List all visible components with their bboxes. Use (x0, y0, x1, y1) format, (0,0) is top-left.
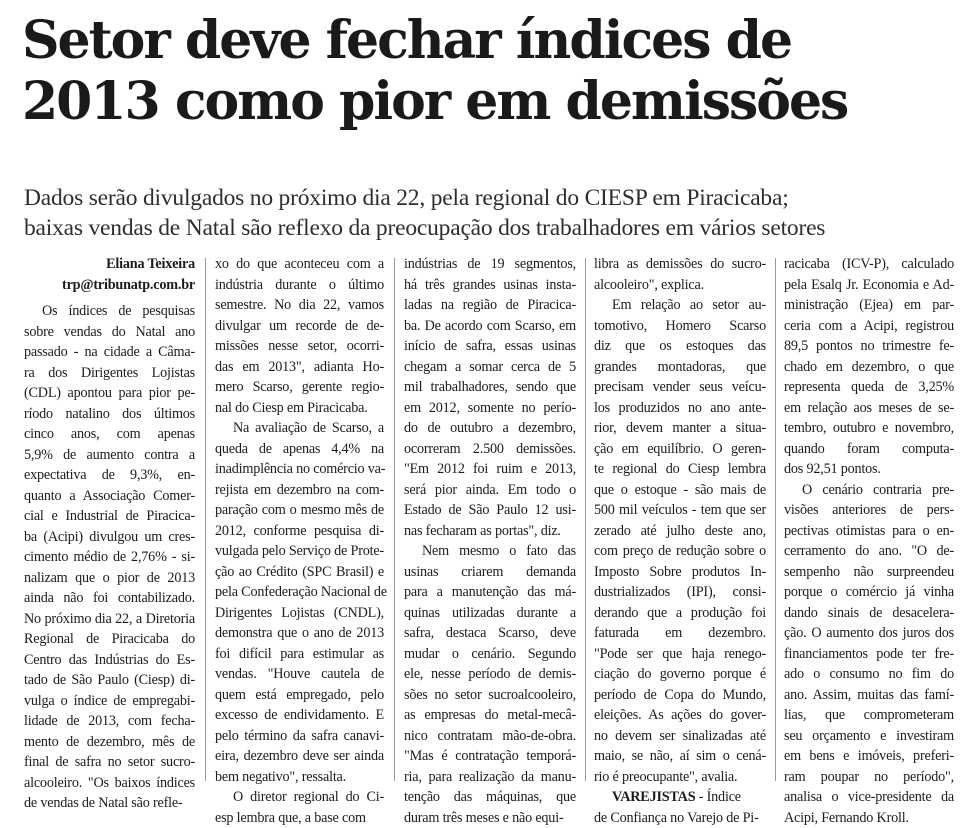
text-line: 89,5 pontos no trimestre fe- (784, 336, 954, 357)
text-line: Dirigentes Lojistas (CNDL), (215, 603, 384, 624)
text-line: (CDL) apontou para pior pe- (24, 383, 195, 404)
text-line: tembro, outubro e novembro, (784, 418, 954, 439)
text-line: lias, que comprometeram (784, 705, 954, 726)
text-line: diz que os estoques das (594, 336, 766, 357)
text-line: ado o consumo no fim do (784, 664, 954, 685)
text-line: de Confiança no Varejo de Pi- (594, 808, 766, 828)
byline-author: Eliana Teixeira (24, 254, 195, 275)
text-line: foi difícil para estimular as (215, 644, 384, 665)
text-line: para a manutenção das má- (404, 582, 576, 603)
text-line: dustrializados (IPI), consi- (594, 582, 766, 603)
text-line: No próximo dia 22, a Diretoria (24, 609, 195, 630)
text-line: missões nesse setor, ocorri- (215, 336, 384, 357)
article-column-3 (404, 254, 576, 781)
text-line: pectivas otimistas para o en- (784, 521, 954, 542)
article-column-2 (215, 254, 384, 781)
text-line: ceria com a Acipi, registrou (784, 316, 954, 337)
text-line: em 2012, somente no perío- (404, 398, 576, 419)
text-line: pela Confederação Nacional de (215, 582, 384, 603)
text-line: "Em 2012 foi ruim e 2013, (404, 459, 576, 480)
column-divider (775, 258, 776, 781)
subheadline (24, 183, 954, 243)
article-column-4 (594, 254, 766, 781)
text-line: inadimplência no comércio va- (215, 459, 384, 480)
text-line: los produzidos no ano ante- (594, 398, 766, 419)
text-line: tomotivo, Homero Scarso (594, 316, 766, 337)
text-line: "Pode ser que haja renego- (594, 644, 766, 665)
text-line: demonstra que o ano de 2013 (215, 623, 384, 644)
text-line: as empresas do metal-mecâ- (404, 705, 576, 726)
column-divider (585, 258, 586, 781)
article-paragraph (215, 787, 384, 828)
text-line: rio é preocupante", avalia. (594, 767, 766, 788)
text-line: nal do Ciesp em Piracicaba. (215, 398, 384, 419)
text-line: ríodo natalino dos últimos (24, 404, 195, 425)
article-column-5 (784, 254, 954, 781)
text-line: mero Scarso, gerente regio- (215, 377, 384, 398)
text-line: vulgada pelo Serviço de Prote- (215, 541, 384, 562)
text-line: Acipi, Fernando Kroll. (784, 808, 954, 828)
text-line: esp lembra que, a base com (215, 808, 384, 828)
article-paragraph (215, 418, 384, 787)
text-line: será pior ainda. Em todo o (404, 480, 576, 501)
text-line: nico contratam mão-de-obra. (404, 726, 576, 747)
text-line: ocorreram 2.500 demissões. (404, 439, 576, 460)
text-line-rest: - Índice (695, 789, 740, 805)
text-line: no devem ser sinalizadas até (594, 726, 766, 747)
text-line: queda de apenas 4,4% na (215, 439, 384, 460)
text-line: Imposto Sobre produtos In- (594, 562, 766, 583)
text-line: safra, destaca Scarso, deve (404, 623, 576, 644)
text-line: rejista em dezembro na com- (215, 480, 384, 501)
text-line: bem negativo", ressalta. (215, 767, 384, 788)
article-paragraph (24, 301, 195, 814)
text-line: Os índices de pesquisas (24, 301, 195, 322)
text-line: O cenário contraria pre- (784, 480, 954, 501)
text-line: alcooleiro. "Os baixos índices (24, 773, 195, 794)
text-line: cinco anos, com apenas (24, 424, 195, 445)
article-paragraph (404, 541, 576, 828)
text-line: início de safra, essas usinas (404, 336, 576, 357)
text-line: dando sinais de desacelera- (784, 603, 954, 624)
text-line: do de outubro a dezembro, (404, 418, 576, 439)
text-line: com preço de redução sobre o (594, 541, 766, 562)
text-line: financiamentos pode ter fre- (784, 644, 954, 665)
text-line: sões no setor sucroalcooleiro, (404, 685, 576, 706)
text-line: sempenho não surpreendeu (784, 562, 954, 583)
article-paragraph (594, 295, 766, 787)
article-paragraph (594, 787, 766, 828)
text-line: ção ao Crédito (SPC Brasil) e (215, 562, 384, 583)
text-line: 2012, conforme pesquisa di- (215, 521, 384, 542)
text-line: quinas utilizadas durante a (404, 603, 576, 624)
subheadline-line-1: Dados serão divulgados no próximo dia 22, pela regional do CIESP em Piracicaba; (24, 183, 954, 213)
text-line: eira, dezembro deve ser ainda (215, 746, 384, 767)
text-line: ção. O aumento dos juros dos (784, 623, 954, 644)
text-line: grandes montadoras, que (594, 357, 766, 378)
text-line: Centro das Indústrias do Es- (24, 650, 195, 671)
text-line: excesso de endividamento. E (215, 705, 384, 726)
text-line: faturada em dezembro. (594, 623, 766, 644)
text-line: mento de dezembro, mês de (24, 732, 195, 753)
text-line: analisa o vice-presidente da (784, 787, 954, 808)
article-paragraph (404, 254, 576, 541)
text-line: Estado de São Paulo 12 usi- (404, 500, 576, 521)
text-line: que o estoque - são mais de (594, 480, 766, 501)
text-line: dos 92,51 pontos. (784, 459, 954, 480)
text-line: das em 2013", adianta Ho- (215, 357, 384, 378)
text-line: ra dos Dirigentes Lojistas (24, 363, 195, 384)
text-line: quem está empregado, pelo (215, 685, 384, 706)
text-line: alcooleiro", explica. (594, 275, 766, 296)
text-line: ainda não foi contabilizado. (24, 588, 195, 609)
text-line: paração com o mesmo mês de (215, 500, 384, 521)
text-line: divulgar um recorde de de- (215, 316, 384, 337)
text-line: há três grandes usinas insta- (404, 275, 576, 296)
text-line: cimento médio de 2,76% - si- (24, 547, 195, 568)
text-line: pelo término da safra canavi- (215, 726, 384, 747)
text-line: precisam vender seus veícu- (594, 377, 766, 398)
text-line: eleições. As ações do gover- (594, 705, 766, 726)
text-line: indústrias de 19 segmentos, (404, 254, 576, 275)
text-line: te regional do Ciesp lembra (594, 459, 766, 480)
text-line: libra as demissões do sucro- (594, 254, 766, 275)
text-line: "Mas é contratação temporá- (404, 746, 576, 767)
text-line: final de safra no setor sucro- (24, 752, 195, 773)
text-line: ano. Assim, muitas das famí- (784, 685, 954, 706)
text-line: ba (Acipi) divulgou um cres- (24, 527, 195, 548)
text-line: ria, para realização da manu- (404, 767, 576, 788)
text-line: 5,9% de aumento contra a (24, 445, 195, 466)
text-line: maio, se não, aí sim o cená- (594, 746, 766, 767)
text-line: porque o comércio já vinha (784, 582, 954, 603)
text-line: sobre vendas do Natal ano (24, 322, 195, 343)
text-line: em bens e imóveis, preferi- (784, 746, 954, 767)
text-line: ladas na região de Piracica- (404, 295, 576, 316)
text-line: ção em equilíbrio. O geren- (594, 439, 766, 460)
headline-line-2: 2013 como pior em demissões (22, 71, 952, 132)
text-line: mudar o cenário. Segundo (404, 644, 576, 665)
text-line: nalizam que o pior de 2013 (24, 568, 195, 589)
text-line: mil trabalhadores, sendo que (404, 377, 576, 398)
section-kicker: VAREJISTAS (612, 789, 695, 805)
text-line: tado de São Paulo (Ciesp) di- (24, 670, 195, 691)
text-line: usinas criarem demanda (404, 562, 576, 583)
article-paragraph (594, 254, 766, 295)
text-line: ministração (Ejea) em par- (784, 295, 954, 316)
text-line: semestre. No dia 22, vamos (215, 295, 384, 316)
subheadline-line-2: baixas vendas de Natal são reflexo da preocupação dos trabalhadores em vários setores (24, 213, 954, 243)
text-line: seu orçamento e investiram (784, 726, 954, 747)
text-line: Nem mesmo o fato das (404, 541, 576, 562)
text-line: representa queda de 3,25% (784, 377, 954, 398)
text-line: quanto a Associação Comer- (24, 486, 195, 507)
text-line: derando que a produção foi (594, 603, 766, 624)
text-line: lidade de 2013, com fecha- (24, 711, 195, 732)
text-line: período de Copa do Mundo, (594, 685, 766, 706)
text-line: Regional de Piracicaba do (24, 629, 195, 650)
headline-line-1: Setor deve fechar índices de (22, 10, 952, 71)
text-line: expectativa de 9,3%, en- (24, 465, 195, 486)
text-line: nas fecharam as portas", diz. (404, 521, 576, 542)
text-line: indústria durante o último (215, 275, 384, 296)
text-line: tenção das máquinas, que (404, 787, 576, 808)
text-line: quando foram computa- (784, 439, 954, 460)
text-line: cerramento do ano. "O de- (784, 541, 954, 562)
text-line (594, 787, 766, 808)
text-line: chado em dezembro, o que (784, 357, 954, 378)
text-line: Em relação ao setor au- (594, 295, 766, 316)
text-line: visões anteriores de pers- (784, 500, 954, 521)
text-line: Na avaliação de Scarso, a (215, 418, 384, 439)
text-line: zerado até julho deste ano, (594, 521, 766, 542)
text-line: pela Esalq Jr. Economia e Ad- (784, 275, 954, 296)
text-line: vulga o índice de empregabi- (24, 691, 195, 712)
text-line: xo do que aconteceu com a (215, 254, 384, 275)
text-line: ele, nesse período de demis- (404, 664, 576, 685)
text-line: ba. De acordo com Scarso, em (404, 316, 576, 337)
text-line: racicaba (ICV-P), calculado (784, 254, 954, 275)
text-line: rior, devem manter a situa- (594, 418, 766, 439)
text-line: O diretor regional do Ci- (215, 787, 384, 808)
column-divider (394, 258, 395, 781)
text-line: 500 mil veículos - tem que ser (594, 500, 766, 521)
text-line: passado - na cidade a Câma- (24, 342, 195, 363)
article-paragraph (215, 254, 384, 418)
text-line: duram três meses e não equi- (404, 808, 576, 828)
article-column-1 (24, 254, 195, 781)
article-paragraph (784, 254, 954, 480)
text-line: ciação do governo porque é (594, 664, 766, 685)
text-line: de vendas de Natal são refle- (24, 793, 195, 814)
headline (22, 10, 952, 132)
text-line: vendas. "Houve cautela de (215, 664, 384, 685)
byline-email: trp@tribunatp.com.br (24, 275, 195, 296)
column-divider (205, 258, 206, 781)
text-line: ram poupar no período", (784, 767, 954, 788)
article-paragraph (784, 480, 954, 828)
text-line: cial e Industrial de Piracica- (24, 506, 195, 527)
text-line: chegam a somar cerca de 5 (404, 357, 576, 378)
text-line: em relação aos meses de se- (784, 398, 954, 419)
